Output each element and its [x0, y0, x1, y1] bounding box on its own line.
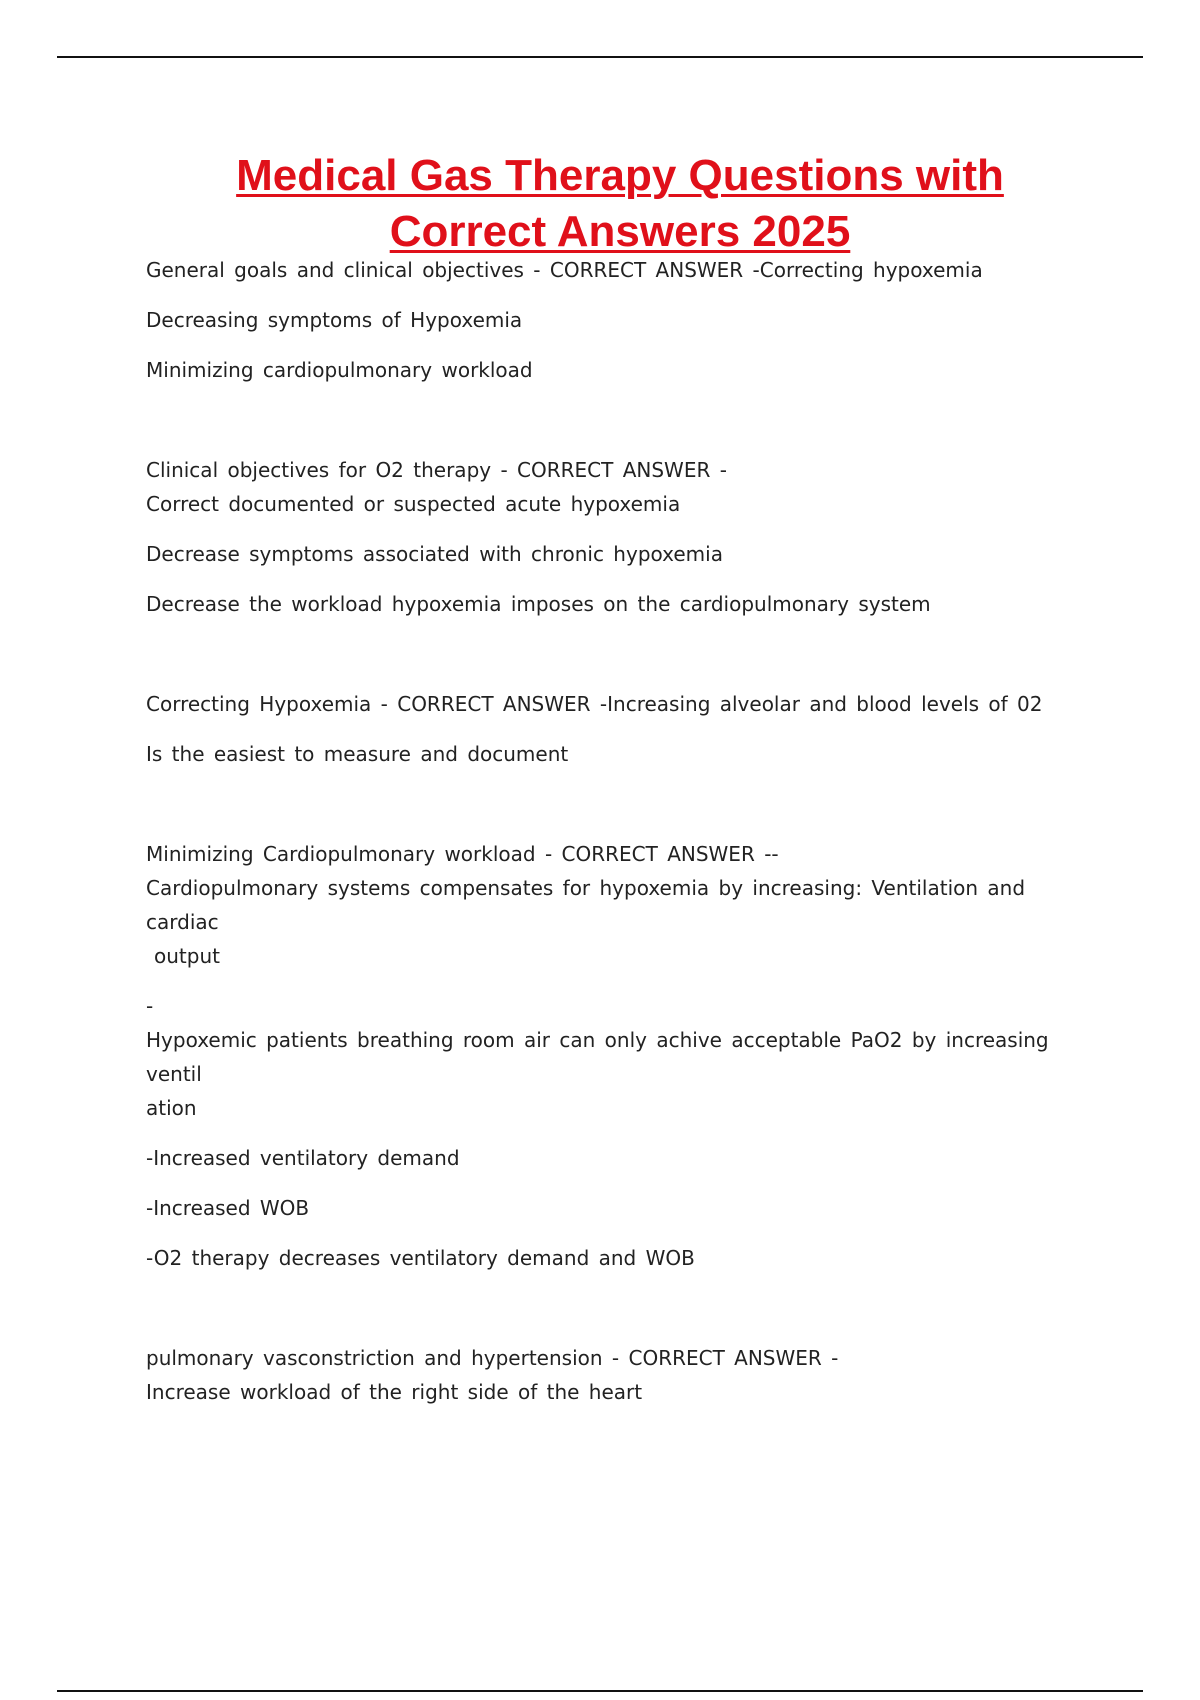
question-correcting-hypoxemia: Correcting Hypoxemia - CORRECT ANSWER -Increasing alveolar and blood levels of 02 — [146, 692, 1043, 716]
title-line-1: Medical Gas Therapy Questions with — [236, 151, 1004, 200]
answer-line: Increase workload of the right side of the heart — [146, 1380, 643, 1404]
answer-line: Is the easiest to measure and document — [146, 742, 569, 766]
answer-line: -Increased WOB — [146, 1196, 310, 1220]
question-general-goals: General goals and clinical objectives - CORRECT ANSWER -Correcting hypoxemia — [146, 258, 983, 282]
answer-line: ation — [146, 1096, 197, 1120]
answer-line: Decrease the workload hypoxemia imposes on the cardiopulmonary system — [146, 592, 931, 616]
answer-line: output — [154, 944, 220, 968]
document-title — [140, 148, 1100, 260]
answer-line: - — [146, 994, 154, 1018]
top-rule — [57, 56, 1143, 58]
answer-line: Decrease symptoms associated with chronic hypoxemia — [146, 542, 723, 566]
question-minimizing-workload: Minimizing Cardiopulmonary workload - CORRECT ANSWER -- — [146, 842, 779, 866]
answer-line: Minimizing cardiopulmonary workload — [146, 358, 533, 382]
answer-line: Cardiopulmonary systems compensates for hypoxemia by increasing: Ventilation and cardiac — [146, 876, 1026, 934]
question-clinical-objectives: Clinical objectives for O2 therapy - CORRECT ANSWER - — [146, 458, 727, 482]
bottom-rule — [57, 1690, 1143, 1692]
answer-line: -Increased ventilatory demand — [146, 1146, 460, 1170]
answer-line: Correct documented or suspected acute hypoxemia — [146, 492, 681, 516]
document-body — [146, 253, 1096, 1409]
answer-line: -O2 therapy decreases ventilatory demand and WOB — [146, 1246, 695, 1270]
question-pulmonary-vasoconstriction: pulmonary vasconstriction and hypertension - CORRECT ANSWER - — [146, 1346, 839, 1370]
title-line-2: Correct Answers 2025 — [389, 207, 851, 256]
answer-line: Decreasing symptoms of Hypoxemia — [146, 308, 523, 332]
answer-line: Hypoxemic patients breathing room air can only achive acceptable PaO2 by increasing ventil — [146, 1028, 1049, 1086]
